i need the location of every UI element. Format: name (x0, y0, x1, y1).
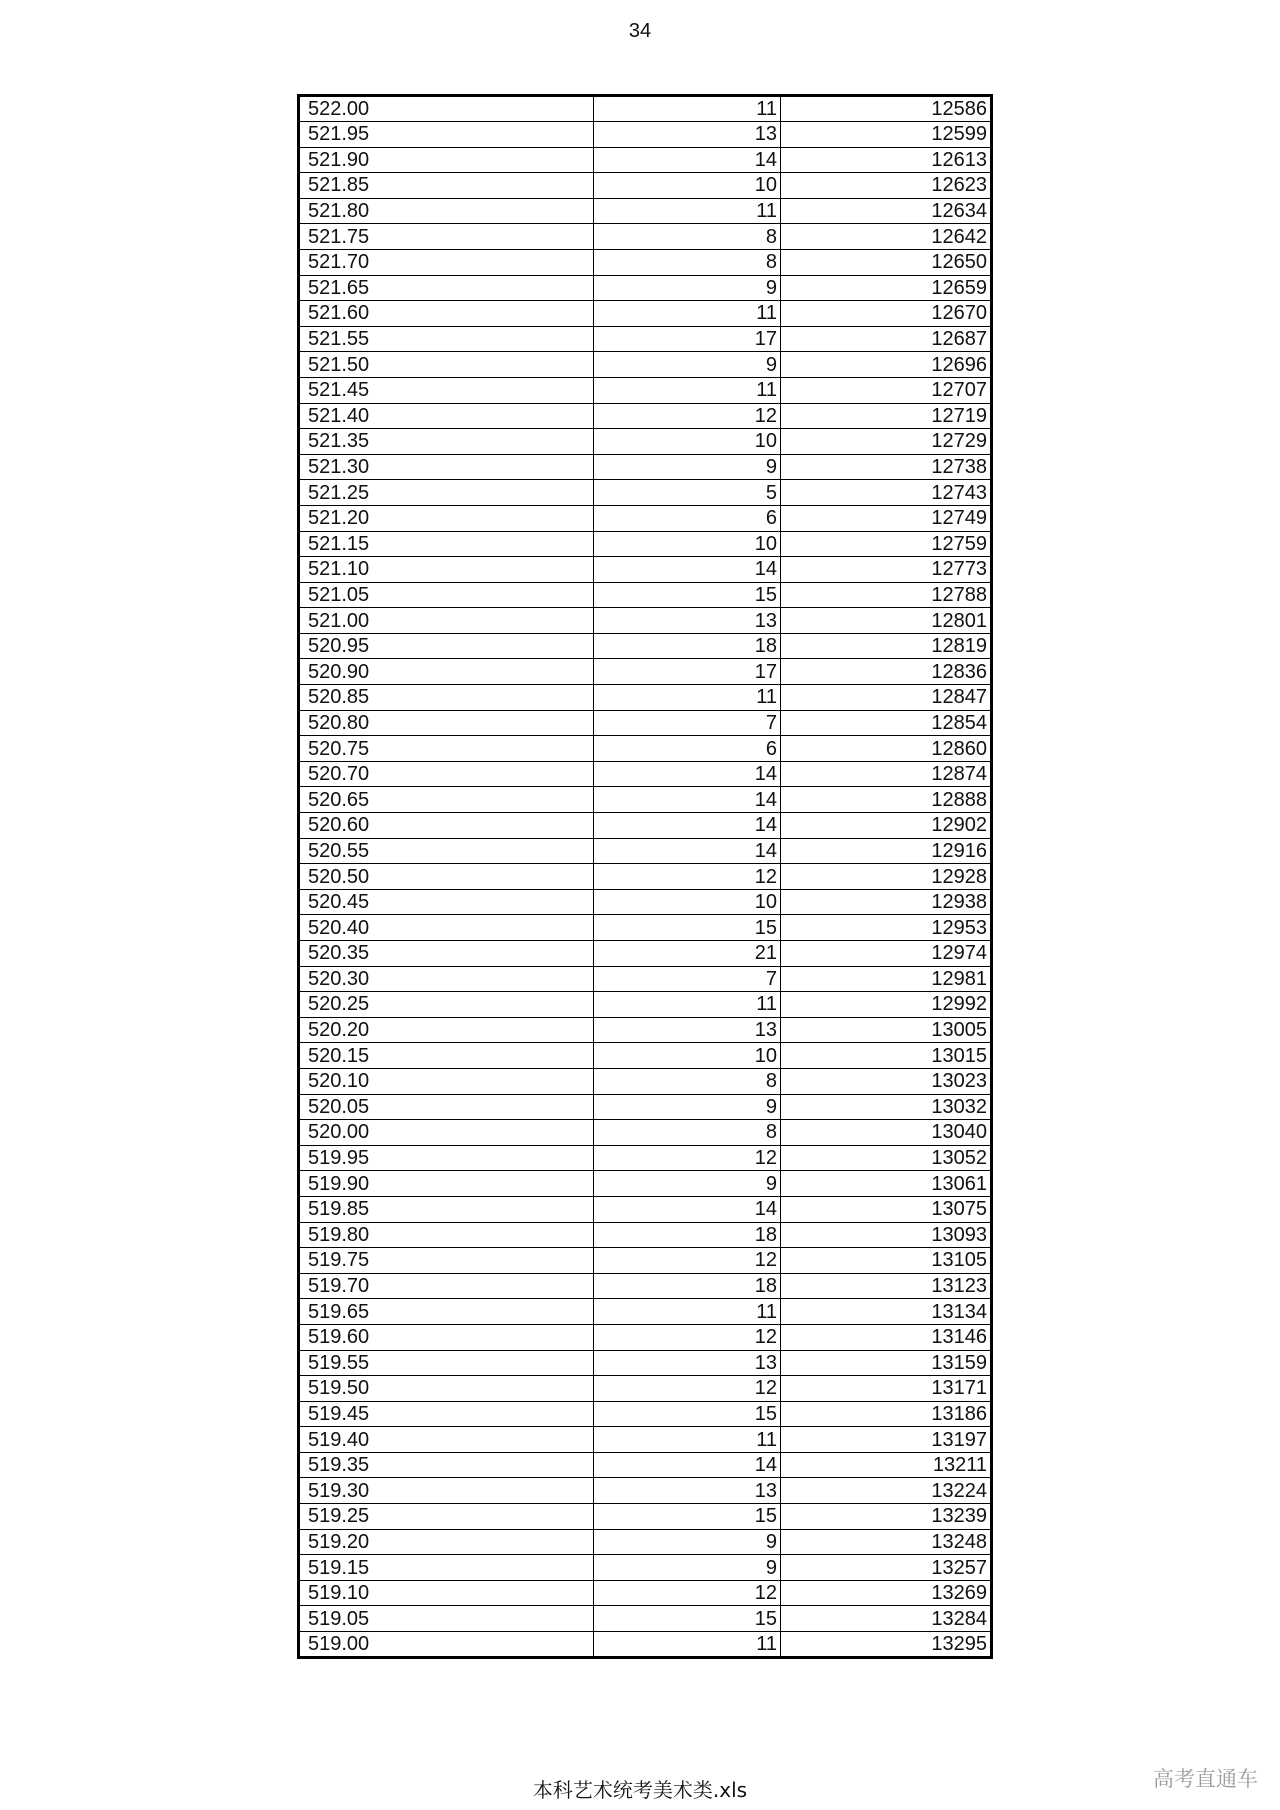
count-cell: 15 (594, 1606, 781, 1632)
table-row (299, 864, 992, 890)
table-row (299, 1555, 992, 1581)
table-row (299, 1529, 992, 1555)
table-row (299, 1120, 992, 1146)
table-row (299, 198, 992, 224)
cumulative-cell: 13052 (781, 1145, 992, 1171)
table-body (299, 96, 992, 1658)
count-cell: 9 (594, 1529, 781, 1555)
cumulative-cell: 12613 (781, 147, 992, 173)
count-cell: 14 (594, 1452, 781, 1478)
cumulative-cell: 13075 (781, 1196, 992, 1222)
cumulative-cell: 13211 (781, 1452, 992, 1478)
count-cell: 8 (594, 1068, 781, 1094)
table-row (299, 505, 992, 531)
cumulative-cell: 12599 (781, 122, 992, 148)
count-cell: 11 (594, 198, 781, 224)
score-cell: 520.55 (299, 838, 594, 864)
cumulative-cell: 13105 (781, 1248, 992, 1274)
score-cell: 519.80 (299, 1222, 594, 1248)
score-cell: 519.25 (299, 1504, 594, 1530)
score-cell: 520.20 (299, 1017, 594, 1043)
table-row (299, 1068, 992, 1094)
count-cell: 9 (594, 454, 781, 480)
score-cell: 520.50 (299, 864, 594, 890)
cumulative-cell: 13295 (781, 1632, 992, 1658)
cumulative-cell: 12819 (781, 633, 992, 659)
count-cell: 7 (594, 966, 781, 992)
count-cell: 15 (594, 582, 781, 608)
score-cell: 519.15 (299, 1555, 594, 1581)
score-cell: 520.45 (299, 889, 594, 915)
table-row (299, 1299, 992, 1325)
score-cell: 520.30 (299, 966, 594, 992)
cumulative-cell: 13032 (781, 1094, 992, 1120)
count-cell: 14 (594, 557, 781, 583)
score-cell: 521.00 (299, 608, 594, 634)
page-number: 34 (628, 20, 652, 42)
score-cell: 521.05 (299, 582, 594, 608)
count-cell: 13 (594, 608, 781, 634)
count-cell: 11 (594, 685, 781, 711)
table-row (299, 480, 992, 506)
table-row (299, 1017, 992, 1043)
score-cell: 519.90 (299, 1171, 594, 1197)
table-row (299, 685, 992, 711)
cumulative-cell: 12854 (781, 710, 992, 736)
score-cell: 521.55 (299, 326, 594, 352)
cumulative-cell: 13269 (781, 1580, 992, 1606)
cumulative-cell: 12749 (781, 505, 992, 531)
count-cell: 8 (594, 1120, 781, 1146)
score-cell: 520.00 (299, 1120, 594, 1146)
score-cell: 521.15 (299, 531, 594, 557)
score-cell: 521.45 (299, 377, 594, 403)
count-cell: 9 (594, 1171, 781, 1197)
count-cell: 9 (594, 275, 781, 301)
cumulative-cell: 13023 (781, 1068, 992, 1094)
score-cell: 519.50 (299, 1376, 594, 1402)
count-cell: 18 (594, 1222, 781, 1248)
score-cell: 521.60 (299, 301, 594, 327)
table-row (299, 1478, 992, 1504)
table-row (299, 1324, 992, 1350)
score-cell: 521.20 (299, 505, 594, 531)
cumulative-cell: 12738 (781, 454, 992, 480)
count-cell: 12 (594, 1145, 781, 1171)
count-cell: 11 (594, 301, 781, 327)
score-cell: 521.80 (299, 198, 594, 224)
table-row (299, 403, 992, 429)
cumulative-cell: 12801 (781, 608, 992, 634)
table-row (299, 1401, 992, 1427)
cumulative-cell: 13061 (781, 1171, 992, 1197)
score-cell: 521.10 (299, 557, 594, 583)
table-row (299, 377, 992, 403)
table-row (299, 1145, 992, 1171)
table-row (299, 1273, 992, 1299)
cumulative-cell: 12719 (781, 403, 992, 429)
table-row (299, 557, 992, 583)
count-cell: 21 (594, 941, 781, 967)
count-cell: 12 (594, 1248, 781, 1274)
score-cell: 521.50 (299, 352, 594, 378)
score-cell: 521.95 (299, 122, 594, 148)
cumulative-cell: 13248 (781, 1529, 992, 1555)
count-cell: 18 (594, 1273, 781, 1299)
count-cell: 7 (594, 710, 781, 736)
cumulative-cell: 12759 (781, 531, 992, 557)
score-cell: 521.85 (299, 173, 594, 199)
cumulative-cell: 12928 (781, 864, 992, 890)
cumulative-cell: 13134 (781, 1299, 992, 1325)
score-distribution-table (297, 94, 993, 1659)
cumulative-cell: 13186 (781, 1401, 992, 1427)
table-row (299, 992, 992, 1018)
table-row (299, 1606, 992, 1632)
table-row (299, 1350, 992, 1376)
table-row (299, 454, 992, 480)
score-cell: 519.10 (299, 1580, 594, 1606)
cumulative-cell: 13197 (781, 1427, 992, 1453)
footer-filename: 本科艺术统考美术类.xls (532, 1778, 748, 1802)
score-cell: 519.40 (299, 1427, 594, 1453)
score-cell: 521.40 (299, 403, 594, 429)
table-row (299, 173, 992, 199)
table-row (299, 608, 992, 634)
count-cell: 14 (594, 147, 781, 173)
count-cell: 13 (594, 1478, 781, 1504)
cumulative-cell: 12586 (781, 96, 992, 122)
cumulative-cell: 13015 (781, 1043, 992, 1069)
count-cell: 13 (594, 1350, 781, 1376)
watermark-text: 高考直通车 (1153, 1767, 1258, 1791)
cumulative-cell: 13005 (781, 1017, 992, 1043)
count-cell: 15 (594, 1504, 781, 1530)
cumulative-cell: 12888 (781, 787, 992, 813)
score-cell: 521.65 (299, 275, 594, 301)
count-cell: 11 (594, 992, 781, 1018)
table-row (299, 1222, 992, 1248)
score-cell: 519.75 (299, 1248, 594, 1274)
count-cell: 13 (594, 1017, 781, 1043)
count-cell: 11 (594, 96, 781, 122)
cumulative-cell: 13040 (781, 1120, 992, 1146)
cumulative-cell: 13159 (781, 1350, 992, 1376)
count-cell: 11 (594, 1299, 781, 1325)
cumulative-cell: 12953 (781, 915, 992, 941)
count-cell: 11 (594, 1427, 781, 1453)
table-row (299, 531, 992, 557)
score-cell: 519.95 (299, 1145, 594, 1171)
count-cell: 18 (594, 633, 781, 659)
score-cell: 519.20 (299, 1529, 594, 1555)
score-cell: 520.40 (299, 915, 594, 941)
cumulative-cell: 12707 (781, 377, 992, 403)
table-row (299, 659, 992, 685)
table-row (299, 326, 992, 352)
score-cell: 520.75 (299, 736, 594, 762)
score-cell: 519.60 (299, 1324, 594, 1350)
table-row (299, 301, 992, 327)
count-cell: 12 (594, 1324, 781, 1350)
cumulative-cell: 12938 (781, 889, 992, 915)
score-cell: 520.10 (299, 1068, 594, 1094)
cumulative-cell: 13146 (781, 1324, 992, 1350)
count-cell: 8 (594, 224, 781, 250)
cumulative-cell: 13171 (781, 1376, 992, 1402)
table-row (299, 1632, 992, 1658)
score-cell: 519.35 (299, 1452, 594, 1478)
count-cell: 15 (594, 1401, 781, 1427)
table-row (299, 429, 992, 455)
cumulative-cell: 12836 (781, 659, 992, 685)
score-cell: 519.55 (299, 1350, 594, 1376)
table-row (299, 941, 992, 967)
cumulative-cell: 13093 (781, 1222, 992, 1248)
cumulative-cell: 12916 (781, 838, 992, 864)
score-cell: 520.25 (299, 992, 594, 1018)
cumulative-cell: 12992 (781, 992, 992, 1018)
score-cell: 520.85 (299, 685, 594, 711)
table-row (299, 838, 992, 864)
cumulative-cell: 12773 (781, 557, 992, 583)
table-row (299, 1171, 992, 1197)
cumulative-cell: 13224 (781, 1478, 992, 1504)
score-cell: 519.05 (299, 1606, 594, 1632)
score-cell: 520.15 (299, 1043, 594, 1069)
table-row (299, 1248, 992, 1274)
table-row (299, 813, 992, 839)
cumulative-cell: 13239 (781, 1504, 992, 1530)
table-row (299, 1504, 992, 1530)
count-cell: 13 (594, 122, 781, 148)
table-row (299, 1452, 992, 1478)
score-cell: 520.70 (299, 761, 594, 787)
cumulative-cell: 12623 (781, 173, 992, 199)
table-row (299, 249, 992, 275)
table-row (299, 710, 992, 736)
count-cell: 8 (594, 249, 781, 275)
table-row (299, 224, 992, 250)
count-cell: 14 (594, 813, 781, 839)
cumulative-cell: 12659 (781, 275, 992, 301)
table-row (299, 761, 992, 787)
count-cell: 9 (594, 1555, 781, 1581)
cumulative-cell: 12650 (781, 249, 992, 275)
cumulative-cell: 12860 (781, 736, 992, 762)
count-cell: 12 (594, 864, 781, 890)
cumulative-cell: 12974 (781, 941, 992, 967)
score-cell: 519.45 (299, 1401, 594, 1427)
score-cell: 521.30 (299, 454, 594, 480)
cumulative-cell: 12902 (781, 813, 992, 839)
count-cell: 9 (594, 352, 781, 378)
count-cell: 14 (594, 838, 781, 864)
cumulative-cell: 13284 (781, 1606, 992, 1632)
cumulative-cell: 12743 (781, 480, 992, 506)
cumulative-cell: 12642 (781, 224, 992, 250)
score-cell: 519.00 (299, 1632, 594, 1658)
score-cell: 519.85 (299, 1196, 594, 1222)
count-cell: 12 (594, 403, 781, 429)
score-cell: 519.30 (299, 1478, 594, 1504)
table-row (299, 352, 992, 378)
cumulative-cell: 12670 (781, 301, 992, 327)
table-row (299, 1580, 992, 1606)
cumulative-cell: 13257 (781, 1555, 992, 1581)
count-cell: 11 (594, 377, 781, 403)
table-row (299, 889, 992, 915)
count-cell: 11 (594, 1632, 781, 1658)
cumulative-cell: 12847 (781, 685, 992, 711)
table-row (299, 1043, 992, 1069)
cumulative-cell: 12634 (781, 198, 992, 224)
score-cell: 520.05 (299, 1094, 594, 1120)
score-cell: 521.75 (299, 224, 594, 250)
count-cell: 15 (594, 915, 781, 941)
table-row (299, 915, 992, 941)
count-cell: 9 (594, 1094, 781, 1120)
cumulative-cell: 12696 (781, 352, 992, 378)
table-row (299, 582, 992, 608)
count-cell: 5 (594, 480, 781, 506)
table-row (299, 96, 992, 122)
count-cell: 6 (594, 505, 781, 531)
cumulative-cell: 13123 (781, 1273, 992, 1299)
score-cell: 520.90 (299, 659, 594, 685)
score-cell: 520.35 (299, 941, 594, 967)
cumulative-cell: 12874 (781, 761, 992, 787)
score-cell: 520.60 (299, 813, 594, 839)
score-cell: 522.00 (299, 96, 594, 122)
count-cell: 10 (594, 531, 781, 557)
cumulative-cell: 12687 (781, 326, 992, 352)
table-row (299, 1196, 992, 1222)
score-cell: 519.70 (299, 1273, 594, 1299)
score-cell: 520.95 (299, 633, 594, 659)
score-cell: 521.35 (299, 429, 594, 455)
table-row (299, 1094, 992, 1120)
count-cell: 17 (594, 659, 781, 685)
score-cell: 521.70 (299, 249, 594, 275)
count-cell: 12 (594, 1580, 781, 1606)
cumulative-cell: 12981 (781, 966, 992, 992)
count-cell: 12 (594, 1376, 781, 1402)
score-cell: 520.80 (299, 710, 594, 736)
score-cell: 521.90 (299, 147, 594, 173)
score-cell: 521.25 (299, 480, 594, 506)
table-row (299, 1376, 992, 1402)
table-row (299, 633, 992, 659)
table-row (299, 787, 992, 813)
score-cell: 519.65 (299, 1299, 594, 1325)
cumulative-cell: 12729 (781, 429, 992, 455)
count-cell: 10 (594, 173, 781, 199)
count-cell: 17 (594, 326, 781, 352)
count-cell: 10 (594, 1043, 781, 1069)
table-row (299, 147, 992, 173)
table-row (299, 275, 992, 301)
count-cell: 6 (594, 736, 781, 762)
table-row (299, 966, 992, 992)
count-cell: 14 (594, 761, 781, 787)
table-row (299, 1427, 992, 1453)
count-cell: 10 (594, 429, 781, 455)
count-cell: 14 (594, 787, 781, 813)
score-cell: 520.65 (299, 787, 594, 813)
count-cell: 14 (594, 1196, 781, 1222)
cumulative-cell: 12788 (781, 582, 992, 608)
table-row (299, 122, 992, 148)
table-row (299, 736, 992, 762)
count-cell: 10 (594, 889, 781, 915)
